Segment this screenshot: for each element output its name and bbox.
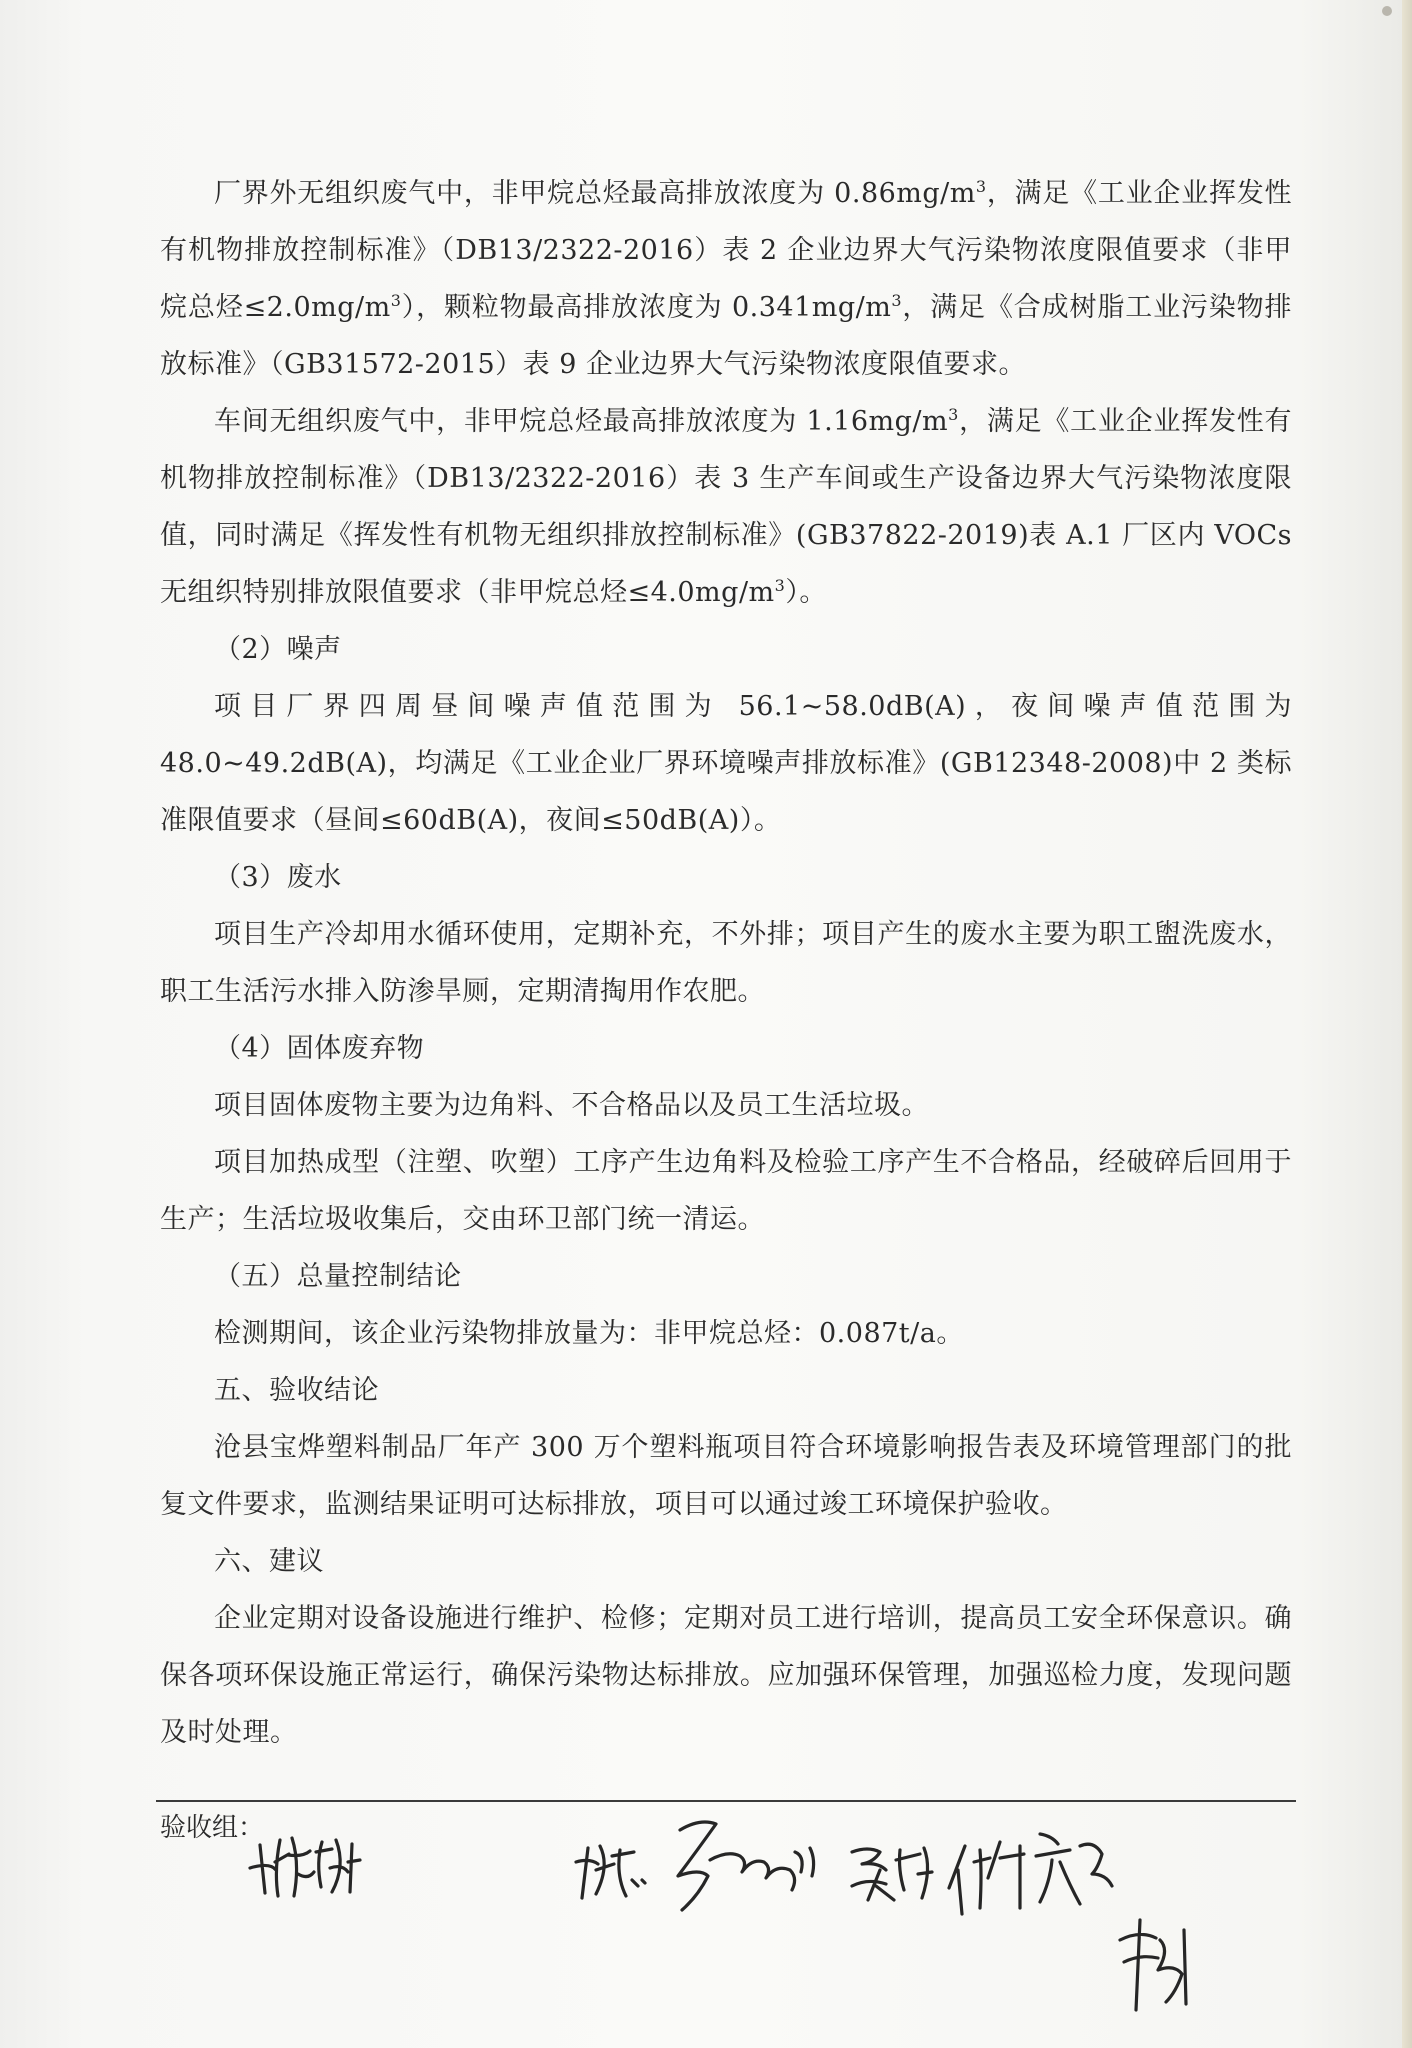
paragraph-acceptance-conclusion: 沧县宝烨塑料制品厂年产 300 万个塑料瓶项目符合环境影响报告表及环境管理部门的批复文件要求，监测结果证明可达标排放，项目可以通过竣工环境保护验收。 [160, 1432, 1292, 1520]
paragraph-suggestions: 企业定期对设备设施进行维护、检修；定期对员工进行培训，提高员工安全环保意识。确保各项环保设施正常运行，确保污染物达标排放。应加强环保管理，加强巡检力度，发现问题及时处理。 [160, 1603, 1292, 1748]
heading-wastewater: （3）废水 [214, 862, 342, 893]
handwritten-signatures [240, 1790, 1400, 2040]
heading-solid-waste: （4）固体废弃物 [214, 1033, 425, 1064]
heading-total-control: （五）总量控制结论 [214, 1261, 462, 1292]
signature-3 [678, 1822, 814, 1910]
document-body [160, 165, 1292, 1761]
signature-6 [1120, 1920, 1186, 2010]
paragraph-fugitive-workshop: 车间无组织废气中，非甲烷总烃最高排放浓度为 $1.16mg/m^3$，满足《工业企业挥发性有机物排放控制标准》（DB13/2322-2016）表 3 生产车间或生产设备边界大气污染物浓度限值，同时满足《挥发性有机物无组织排放控制标准》(GB37822-2019)表 A.1 厂区内 VOCs 无组织特别排放限值要求（非甲烷总烃$\le 4.0mg/m^3$）。 [160, 405, 1292, 608]
paragraph-fugitive-boundary: 厂界外无组织废气中，非甲烷总烃最高排放浓度为 $0.86mg/m^3$，满足《工业企业挥发性有机物排放控制标准》（DB13/2322-2016）表 2 企业边界大气污染物浓度限值要求（非甲烷总烃$\le 2.0mg/m^3$），颗粒物最高排放浓度为 $0.341mg/m^3$，满足《合成树脂工业污染物排放标准》（GB31572-2015）表 9 企业边界大气污染物浓度限值要求。 [160, 177, 1292, 380]
paper-edge [1402, 0, 1412, 2048]
paragraph-solid-waste-1: 项目固体废物主要为边角料、不合格品以及员工生活垃圾。 [214, 1090, 929, 1121]
signature-area [240, 1790, 1400, 2040]
heading-noise: （2）噪声 [214, 634, 342, 665]
paragraph-noise: 项目厂界四周昼间噪声值范围为 56.1~58.0dB(A)，夜间噪声值范围为 48.0~49.2dB(A)，均满足《工业企业厂界环境噪声排放标准》(GB12348-2008)中 2 类标准限值要求（昼间≤60dB(A)，夜间≤50dB(A)）。 [160, 691, 1292, 836]
paragraph-total-control: 检测期间，该企业污染物排放量为：非甲烷总烃：0.087t/a。 [214, 1318, 964, 1349]
heading-suggestions: 六、建议 [214, 1546, 324, 1577]
signature-4 [852, 1848, 932, 1900]
paragraph-wastewater: 项目生产冷却用水循环使用，定期补充，不外排；项目产生的废水主要为职工盥洗废水，职工生活污水排入防渗旱厕，定期清掏用作农肥。 [160, 919, 1292, 1007]
signature-2 [576, 1846, 645, 1898]
heading-acceptance-conclusion: 五、验收结论 [214, 1375, 379, 1406]
signature-1 [250, 1838, 360, 1896]
punch-hole [1382, 6, 1392, 16]
signature-5 [949, 1834, 1112, 1914]
acceptance-group-label: 验收组： [160, 1813, 265, 1843]
paragraph-solid-waste-2: 项目加热成型（注塑、吹塑）工序产生边角料及检验工序产生不合格品，经破碎后回用于生产；生活垃圾收集后，交由环卫部门统一清运。 [160, 1147, 1292, 1235]
